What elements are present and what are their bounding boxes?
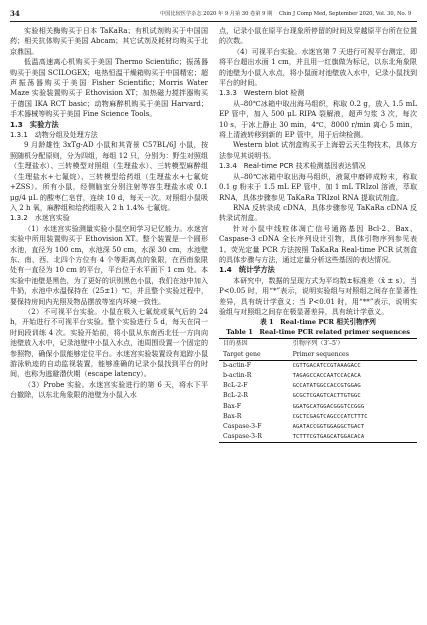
primer-table-body <box>219 360 417 443</box>
paragraph: 从–80℃冰箱中取出海马组织，液氮中磨碎成粉末，称取 0.1 g 粉末于 1.5 mL EP 管中，加 1 mL TRIzol 溶液，萃取 RNA，具体步骤参见 TaKaRa TRIzol RNA 提取试剂盒。 <box>219 171 417 202</box>
table-row <box>219 432 417 443</box>
section-heading: 1.3.2 水迷宫实验 <box>10 214 70 223</box>
right-column-text <box>219 26 417 317</box>
primer-sequence-cell: TCTTTCGTGAGCATGGACACA <box>289 432 417 443</box>
paragraph: （1）水迷宫实验测量实验小鼠空间学习记忆能力。水迷宫实验中所用装置购买于 Ethovision XT。整个装置是一个圆形水池，直径为 100 cm，水池深 50 cm，水深 30 cm，水池壁东、南、西、北四个方位有 4 个等距离点的象限，在西南象限处有一直径为 10 cm 的平台，平台位于水平面下 1 cm 处。本实验中池壁是黑色，为了更好的识别黑色小鼠，我们在池中加入牛奶，水池中水温保持在（25±1）℃，并且整个实验过程中，要保持房间内光照及物品摆放等室内环境一致性。 <box>10 223 208 306</box>
running-header <box>10 9 417 22</box>
section-heading: 1.3.1 动物分组及处理方法 <box>10 131 98 140</box>
table-caption-cn: 表 1 Real-time PCR 相关引物序列 <box>260 318 376 327</box>
section-heading: 1.4 统计学方法 <box>219 265 275 275</box>
table-row <box>219 391 417 401</box>
gene-name-cell: b-actin-R <box>223 371 252 379</box>
table-row <box>219 402 417 412</box>
gene-name-cell: Bax-R <box>223 412 242 420</box>
paragraph: （2）不可视平台实验。小鼠在吸入七氟烷或氧气后的 24 h，开始进行不可视平台实验。整个实验进行 5 d，每天在同一时间段训练 4 次。实验开始前，将小鼠从东南西北任一方向向池壁放入水中，记录池壁中小鼠入水点，池周围设置一个固定的参照物，确保小鼠能够定位平台。水迷宫实验装置设有追踪小鼠游泳轨迹的自动监视装置，能够准确的记录小鼠找到平台的时间，也称为逃避潜伏期（escape latency）。 <box>10 306 208 379</box>
primer-sequence-cell: TAGAGCCACCAATCCACACA <box>292 372 361 379</box>
right-column <box>219 26 417 443</box>
primer-sequence-cell: GCCATATGGCCACCGTGGAG <box>292 383 361 390</box>
gene-name-cell: Caspase-3-F <box>223 423 262 430</box>
primer-sequence-cell: GGATGCATGGACGGGTCCGGG <box>292 403 365 410</box>
col-header-gene-cn: 目的基因 <box>219 339 289 350</box>
col-header-seq-cn: 引物序列（3′–5′） <box>289 339 417 350</box>
paragraph: 点，记录小鼠在原平台现象所停留的时间及穿越原平台所在位置的次数。 <box>219 26 417 46</box>
primer-sequence-cell: CGCTCGAGTCAGCCCATCTTTC <box>292 413 368 420</box>
gene-name-cell: b-actin-F <box>223 361 252 369</box>
paragraph: 实验相关酶购买于日本 TaKaRa；有机试剂购买于中国国药；相关抗体购买于美国 Abcam；其它试剂及耗材均购买于北京鼎国。 <box>10 26 208 56</box>
primer-sequence-cell: GCGCTCGAGTCACTTGTGGC <box>292 393 361 400</box>
paragraph: RNA 反转录成 cDNA，具体步骤参见 TaKaRa cDNA 反转录试剂盒。 <box>219 202 417 223</box>
paragraph: 本研究中，数据的呈现方式为平均数±标准差（x̄ ± s）。当 P<0.05 时，用“*”表示，说明实验组与对照组之间存在显著性差异，具有统计学意义；当 P<0.01 时，用“**”表示，说明实验组与对照组之间存在极显著差异，具有统计学意义。 <box>219 275 417 316</box>
primer-table <box>219 338 417 443</box>
gene-name-cell: BcL-2-F <box>223 382 248 390</box>
paragraph: （4）可视平台实验。水迷宫第 7 天进行可视平台测定，即将平台超出水面 1 cm，并且用一红旗做为标记，以东北角象限的池壁为小鼠入水点，将小鼠面对池壁放入水中，记录小鼠找到平台的时间。 <box>219 46 417 88</box>
paragraph: 9 月龄雄性 3xTg-AD 小鼠和其背景 C57BL/6J 小鼠，按照随机分配原则，分为四组，每组 12 只，分别为：野生对照组（生理盐水）、三转模型对照组（生理盐水）、三转模型麻醉组（生理盐水+七氟烷）、三转模型给药组（生理盐水+七氟烷+ZSS）。所有小鼠，经侧脑室分别注射等容生理盐水或 0.1 μg/4 μL 的酸枣仁皂苷，连续 10 d，每天一次。对照组小鼠吸入 2 h 氧，麻醉组和给药组吸入 2 h 1.4% 七氟烷。 <box>10 140 208 212</box>
paragraph: （3）Probe 实验。水迷宫实验进行的第 6 天，将水下平台撤除，以东北角象限的池壁为小鼠入水 <box>10 379 208 400</box>
paragraph: Western blot 试剂盒购买于上海碧云天生物技术，具体方法参见其说明书。 <box>219 140 417 160</box>
paragraph: 针对小鼠中线粒体凋亡信号通路基因 Bcl-2、Bax、Caspase-3 cDNA 全长序列设计引物，具体引物序列参见表 1。荧光定量 PCR 方法按照 TaKaRa Real-time PCR 试剂盒的具体步骤与方法，通过定量分析这些基因的表达情况。 <box>219 223 417 264</box>
col-header-seq-en: Primer sequences <box>289 350 417 361</box>
section-heading: 1.3.4 Real-time PCR 技术检测基因表达情况 <box>219 162 366 171</box>
primer-sequence-cell: CGTTGACATCCGTAAAGACC <box>292 362 361 369</box>
section-heading: 1.3.3 Western blot 检测 <box>219 89 305 98</box>
table-caption-en: Table 1 Real-time PCR related primer sequences <box>226 328 410 337</box>
table-row <box>219 381 417 391</box>
section-heading: 1.3 实验方法 <box>10 119 59 129</box>
primer-sequence-cell: AGATACCGGTGGAGGCTGACT <box>292 424 365 430</box>
journal-citation: 中国比较医学杂志 2020 年 9 月第 30 卷第 9 期 Chin J Comp Med, September 2020, Vol. 30, No. 9 <box>160 11 412 17</box>
gene-name-cell: BcL-2-R <box>223 392 248 400</box>
col-header-gene-en: Target gene <box>219 350 289 361</box>
left-column <box>10 26 208 401</box>
table-row <box>219 412 417 422</box>
page-number: 34 <box>10 9 20 18</box>
table-row <box>219 422 417 432</box>
table-row <box>219 371 417 381</box>
table-row <box>219 360 417 371</box>
gene-name-cell: Bax-F <box>223 402 242 410</box>
paragraph: 从–80℃冰箱中取出海马组织，称取 0.2 g，放入 1.5 mL EP 管中，加入 500 μL RIPA 裂解液，超声匀浆 3 次，每次 10 s，于冰上静止 30 min，4℃，8000 r/min 离心 5 min，将上清液转移到新的 EP 管中，用于后续检测。 <box>219 98 417 140</box>
gene-name-cell: Caspase-3-R <box>219 432 289 443</box>
paragraph: 低温高速离心机购买于美国 Thermo Scientific；振荡器购买于美国 SCILOGEX；电热恒温干燥箱购买于中国精宏；超声振荡器购买于美国 Fisher Scientific；Morris Water Maze 实验装置购买于 Ethovision XT；加热磁力搅拌器购买于德国 IKA RCT basic；动物麻醉机购买于美国 Harvard；手术器械等购买于美国 Fine Science Tools。 <box>10 57 208 119</box>
